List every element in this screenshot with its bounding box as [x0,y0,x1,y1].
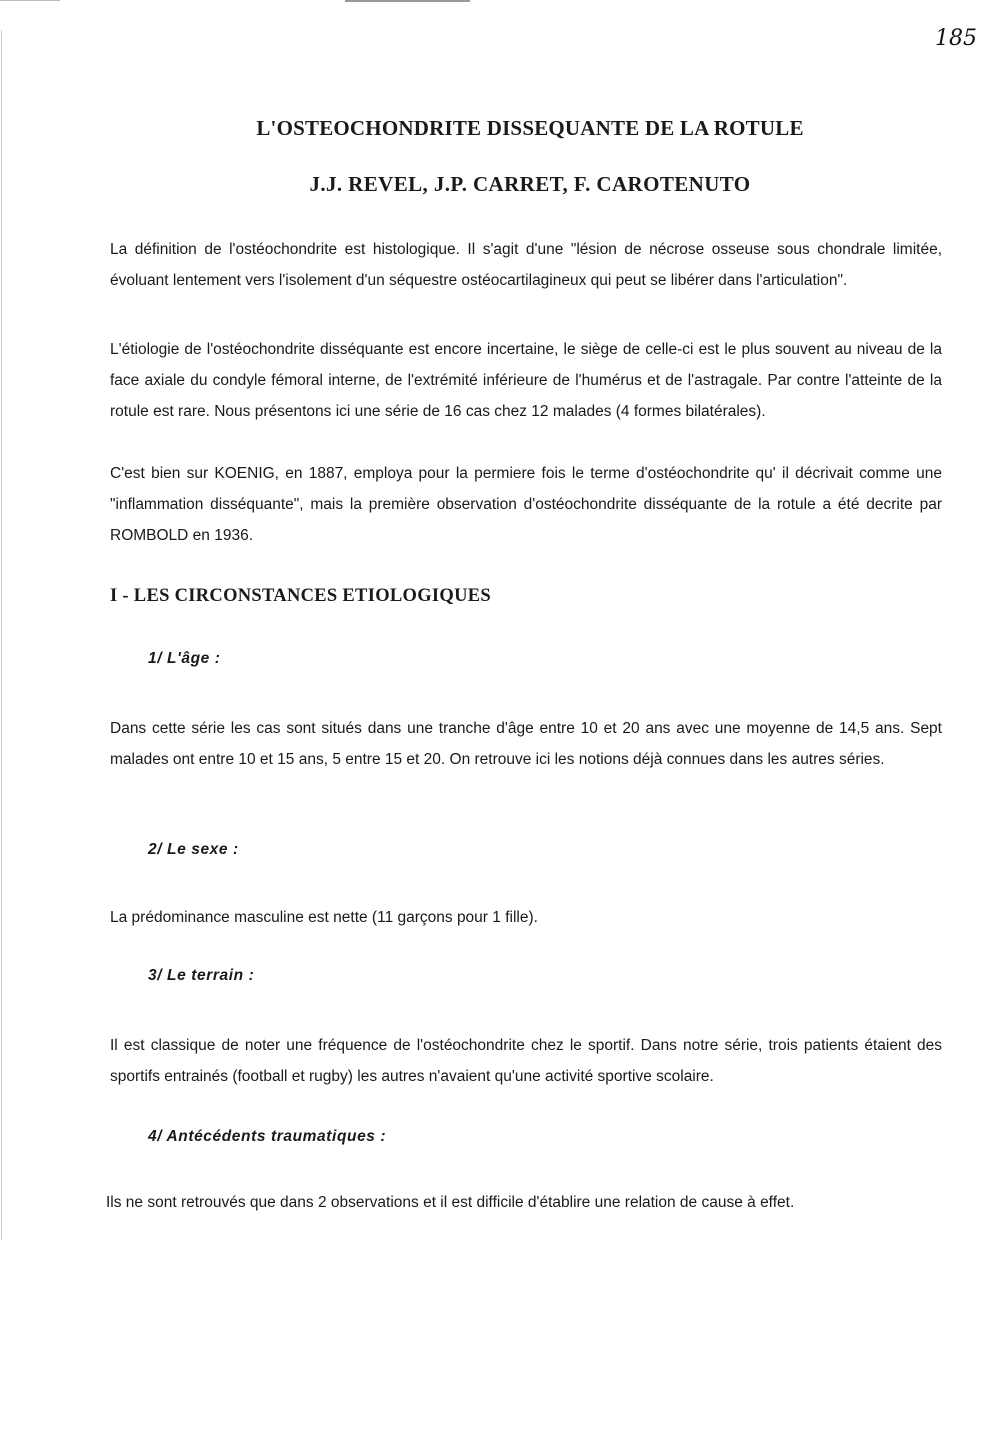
document-title: L'OSTEOCHONDRITE DISSEQUANTE DE LA ROTULE [256,116,804,140]
subsection-heading-sex: 2/ Le sexe : [148,841,239,858]
subsection-heading-trauma: 4/ Antécédents traumatiques : [148,1128,387,1145]
subsection-text-trauma: Ils ne sont retrouvés que dans 2 observations et il est difficile d'établire une relation de cause à effet. [106,1194,795,1211]
scan-artifact-top-mid [345,0,470,2]
scan-artifact-top-left [0,0,60,1]
intro-paragraph-etiology: L'étiologie de l'ostéochondrite disséquante est encore incertaine, le siège de celle-ci est le plus souvent au niveau de la face axiale du condyle fémoral interne, de l'extrémité inférieure de l'humérus et de l'astragale. Par contre l'atteinte de la rotule est rare. Nous présentons ici une série de 16 cas chez 12 malades (4 formes bilatérales). [110,341,942,420]
subsection-text-terrain: Il est classique de noter une fréquence de l'ostéochondrite chez le sportif. Dans notre série, trois patients étaient des sportifs entrainés (football et rugby) les autres n'avaient qu'une activité sportive scolaire. [110,1037,942,1085]
scan-artifact-left-edge [1,30,2,1240]
page-number: 185 [935,26,977,51]
intro-paragraph-history: C'est bien sur KOENIG, en 1887, employa pour la permiere fois le terme d'ostéochondrite qu' il décrivait comme une "inflammation disséquante", mais la première observation d'ostéochondrite disséquante de la rotule a été decrite par ROMBOLD en 1936. [110,465,942,544]
section-heading-etiological: I - LES CIRCONSTANCES ETIOLOGIQUES [110,586,491,606]
subsection-text-sex: La prédominance masculine est nette (11 garçons pour 1 fille). [110,909,538,926]
subsection-heading-age: 1/ L'âge : [148,650,221,667]
intro-paragraph-definition: La définition de l'ostéochondrite est histologique. Il s'agit d'une "lésion de nécrose osseuse sous chondrale limitée, évoluant lentement vers l'isolement d'un séquestre ostéocartilagineux qui peut se libérer dans l'articulation". [110,241,942,289]
subsection-text-age: Dans cette série les cas sont situés dans une tranche d'âge entre 10 et 20 ans avec une moyenne de 14,5 ans. Sept malades ont entre 10 et 15 ans, 5 entre 15 et 20. On retrouve ici les notions déjà connues dans les autres séries. [110,720,942,768]
document-authors: J.J. REVEL, J.P. CARRET, F. CAROTENUTO [309,172,751,196]
subsection-heading-terrain: 3/ Le terrain : [148,967,255,984]
